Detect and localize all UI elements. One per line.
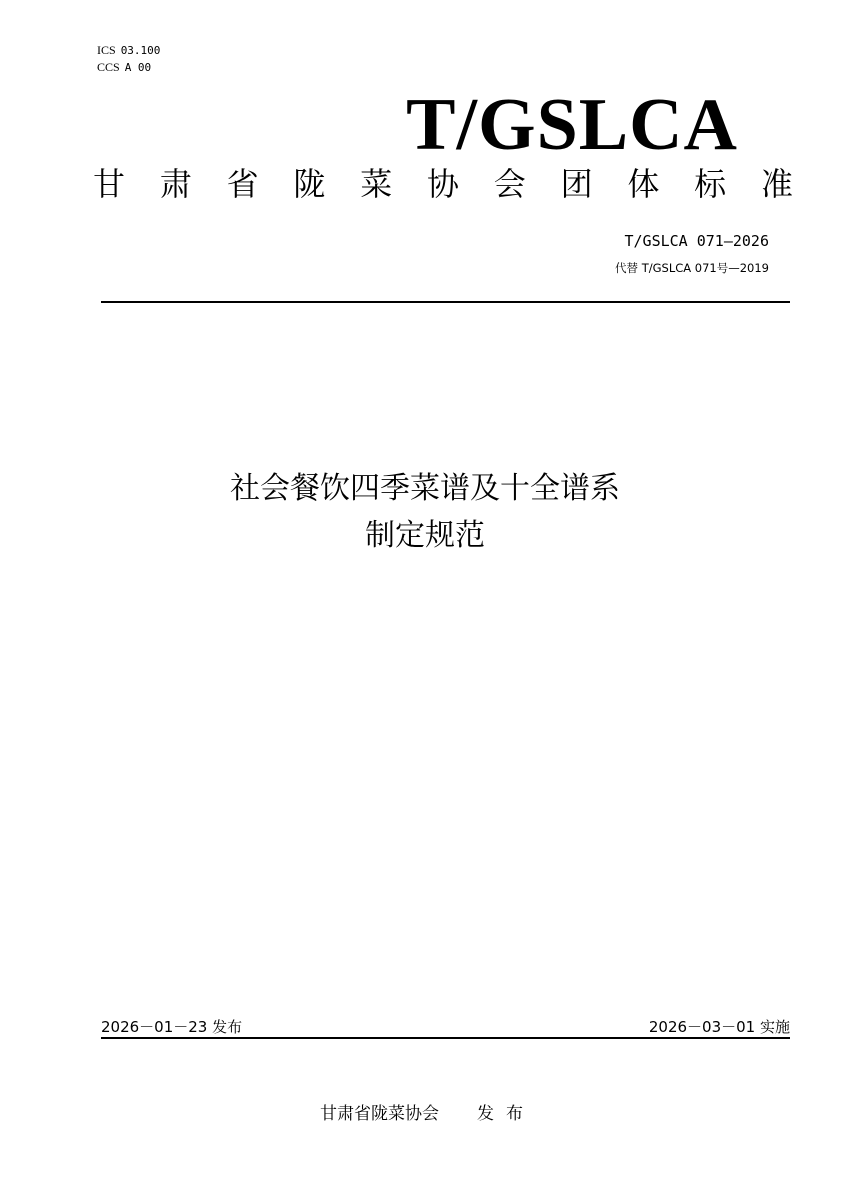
heading-char: 会 xyxy=(493,165,526,203)
heading-char: 准 xyxy=(760,165,793,203)
standard-type-heading xyxy=(93,164,793,204)
heading-char: 标 xyxy=(694,165,727,203)
publisher-name: 甘肃省陇菜协会 xyxy=(320,1104,439,1124)
heading-char: 陇 xyxy=(293,165,326,203)
heading-char: 体 xyxy=(627,165,660,203)
publisher-line xyxy=(320,1099,535,1124)
ccs-label: CCS xyxy=(97,60,120,74)
heading-char: 团 xyxy=(560,165,593,203)
classification-block xyxy=(97,42,160,76)
heading-char: 省 xyxy=(226,165,259,203)
ccs-line xyxy=(97,59,160,76)
ics-code: 03.100 xyxy=(120,44,161,57)
header-divider xyxy=(101,301,790,303)
ics-label: ICS xyxy=(97,43,116,57)
implementation-date: 2026－03－01 实施 xyxy=(648,1018,790,1036)
standard-number: T/GSLCA 071—2026 xyxy=(624,232,769,250)
ccs-code: A 00 xyxy=(124,61,152,74)
footer-divider xyxy=(101,1037,790,1039)
heading-char: 协 xyxy=(426,165,459,203)
heading-char: 肃 xyxy=(159,165,192,203)
replaces-note: 代替 T/GSLCA 071号—2019 xyxy=(615,261,769,275)
document-title-line1: 社会餐饮四季菜谱及十全谱系 xyxy=(230,471,620,506)
heading-char: 甘 xyxy=(93,165,126,203)
ics-line xyxy=(97,42,160,59)
standard-logo: T/GSLCA xyxy=(406,84,738,166)
heading-char: 菜 xyxy=(360,165,393,203)
document-title-line2: 制定规范 xyxy=(365,518,485,553)
publish-action: 发布 xyxy=(477,1104,535,1124)
issue-date: 2026－01－23 发布 xyxy=(101,1018,243,1036)
